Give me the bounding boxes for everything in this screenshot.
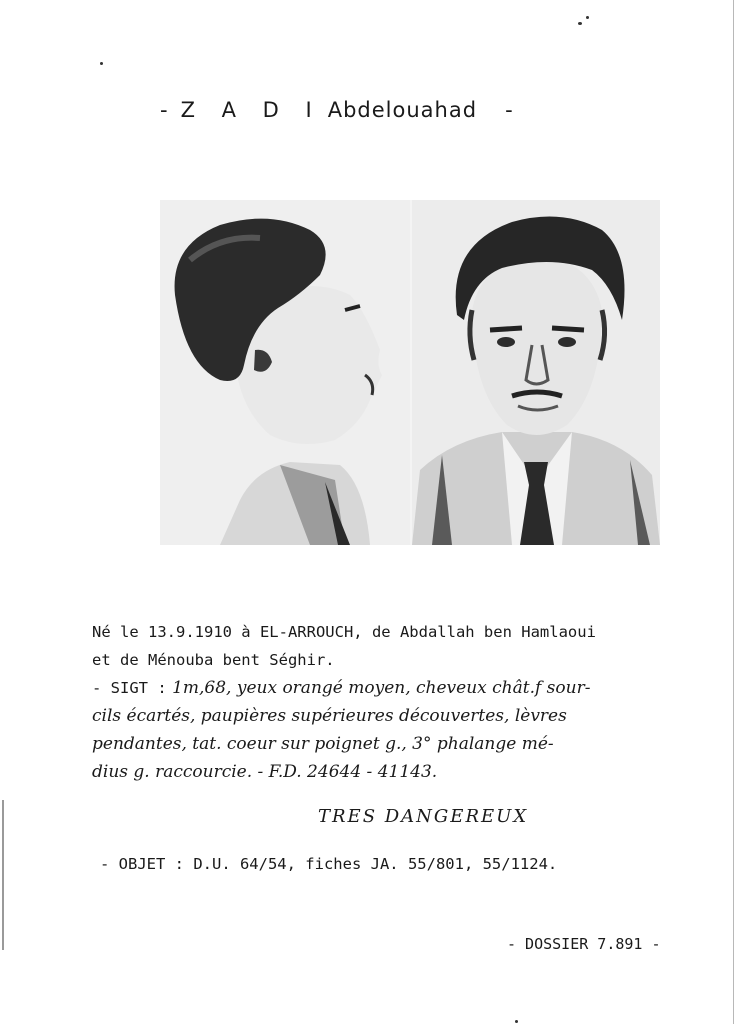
signalement-line-4: dius g. raccourcie. - F.D. 24644 - 41143. <box>92 762 438 782</box>
birth-line-1: Né le 13.9.1910 à EL-ARROUCH, de Abdallah ben Hamlaoui <box>92 623 596 641</box>
speck <box>586 16 589 19</box>
identity-text <box>92 618 712 786</box>
danger-warning: TRES DANGEREUX <box>318 806 529 827</box>
speck <box>515 1020 518 1023</box>
title-dash-start: - <box>160 98 169 122</box>
speck <box>100 62 103 65</box>
signalement-line-1 <box>92 674 712 702</box>
signalement-label: - SIGT : <box>92 679 167 697</box>
page-edge-right <box>733 0 734 1024</box>
page-title <box>160 98 514 122</box>
dossier-number: - DOSSIER 7.891 - <box>507 935 661 953</box>
signalement-line-3: pendantes, tat. coeur sur poignet g., 3° phalange mé- <box>92 734 554 754</box>
title-dash-end: - <box>505 98 514 122</box>
speck <box>578 22 582 25</box>
profile-photo <box>160 200 410 545</box>
surname: Z A D I <box>180 98 322 122</box>
objet-line: - OBJET : D.U. 64/54, fiches JA. 55/801, 55/1124. <box>100 855 558 873</box>
birth-line-2: et de Ménouba bent Séghir. <box>92 651 335 669</box>
signalement-text-1: 1m,68, yeux orangé moyen, cheveux chât.f sour- <box>172 678 591 698</box>
signalement-line-2: cils écartés, paupières supérieures découvertes, lèvres <box>92 706 567 726</box>
given-name: Abdelouahad <box>327 98 478 122</box>
page-edge-left <box>2 800 4 950</box>
mugshot-photos <box>160 200 660 545</box>
front-photo <box>412 200 660 545</box>
